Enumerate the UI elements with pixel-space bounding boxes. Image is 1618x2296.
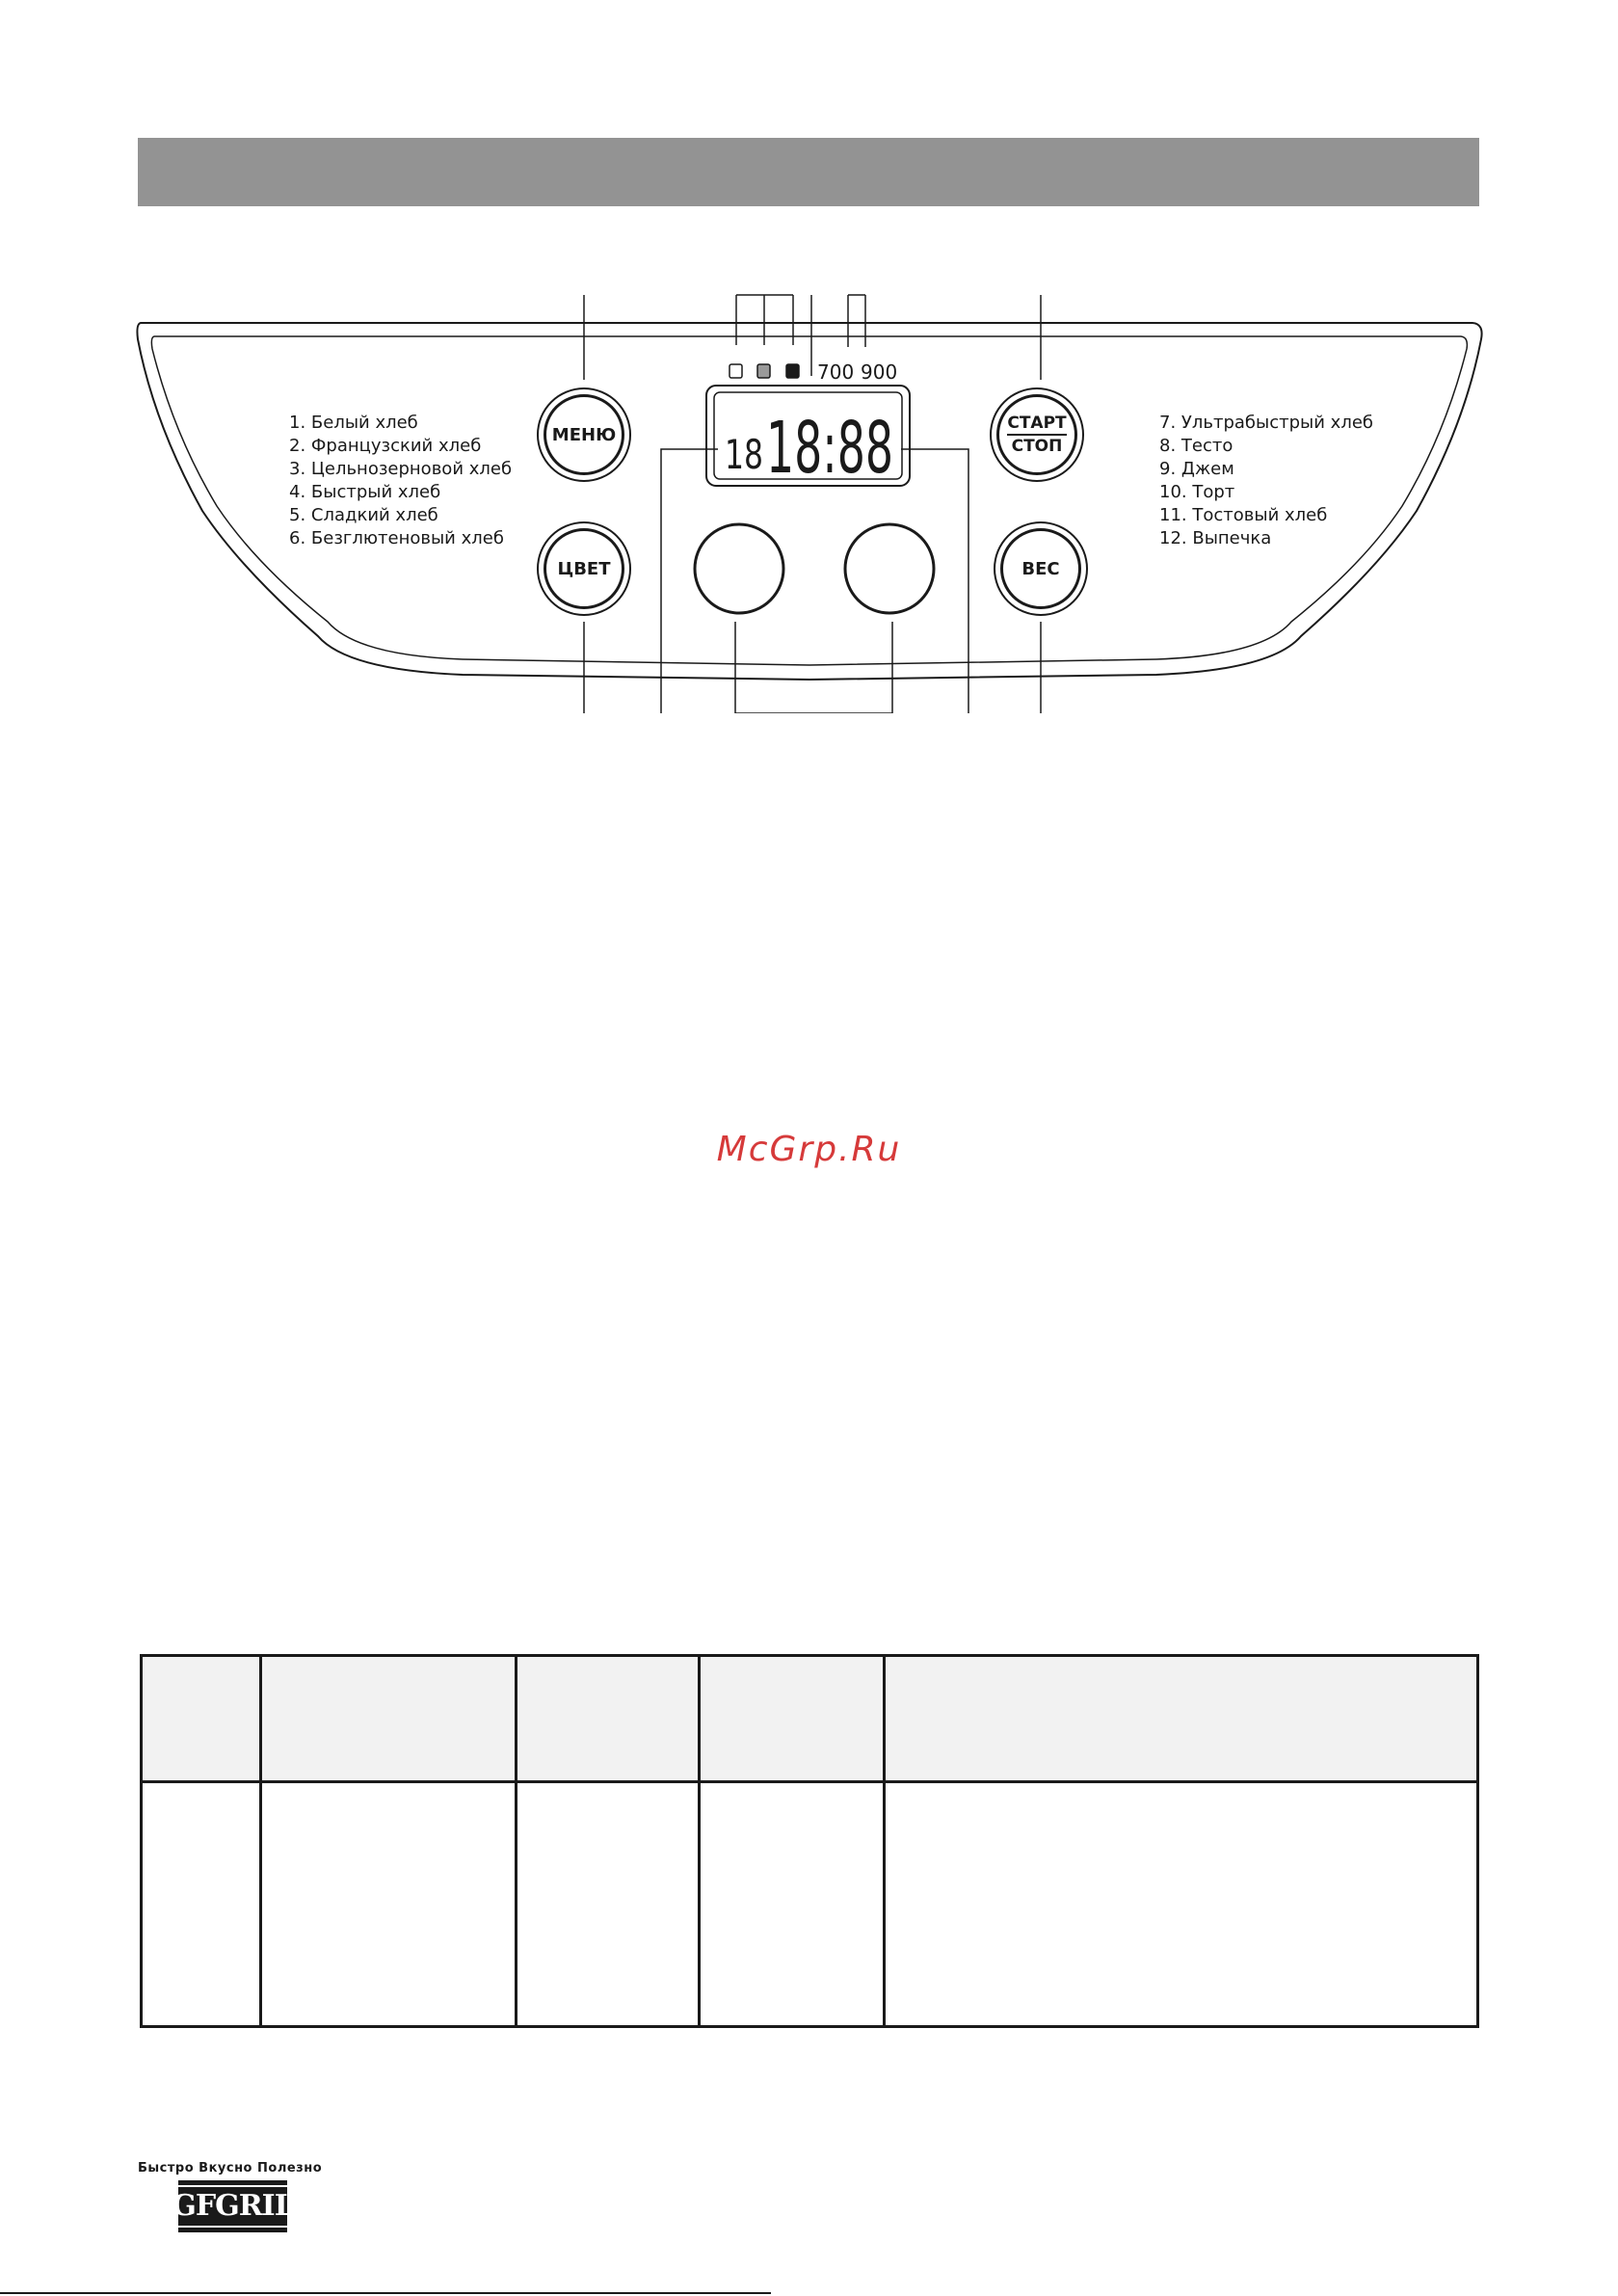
table-header-cell xyxy=(517,1656,700,1782)
program-item: 1. Белый хлеб xyxy=(289,413,418,433)
spec-table-wrapper xyxy=(140,1654,1479,2028)
brand-logo-text: GFGRIL xyxy=(166,2185,300,2228)
table-header-cell xyxy=(142,1656,261,1782)
program-item: 10. Торт xyxy=(1159,482,1235,502)
size-label-700: 700 xyxy=(817,360,855,384)
color-button-label: ЦВЕТ xyxy=(557,558,611,579)
lcd-time-digits: 18:88 xyxy=(766,407,893,490)
start-label: СТАРТ xyxy=(1007,414,1066,436)
program-list-left xyxy=(289,412,512,550)
program-item: 7. Ультрабыстрый хлеб xyxy=(1159,413,1374,433)
crust-light-icon xyxy=(729,364,742,378)
weight-button-label: ВЕС xyxy=(1021,558,1060,579)
menu-button[interactable] xyxy=(544,394,624,475)
leader-lines-top xyxy=(584,295,1041,380)
spec-table xyxy=(140,1654,1479,2028)
arrow-button-right[interactable] xyxy=(845,524,934,613)
color-button[interactable] xyxy=(544,528,624,609)
table-cell xyxy=(885,1782,1478,2027)
menu-button-label: МЕНЮ xyxy=(551,424,617,445)
program-item: 4. Быстрый хлеб xyxy=(289,482,441,502)
program-item: 6. Безглютеновый хлеб xyxy=(289,528,504,548)
section-header-bar xyxy=(138,138,1479,206)
table-row xyxy=(142,1782,1478,2027)
bottom-rule xyxy=(0,2292,771,2294)
table-cell xyxy=(261,1782,517,2027)
program-item: 5. Сладкий хлеб xyxy=(289,505,438,525)
program-item: 11. Тостовый хлеб xyxy=(1159,505,1328,525)
program-item: 9. Джем xyxy=(1159,459,1234,479)
brand-logo xyxy=(172,2180,294,2232)
table-cell xyxy=(700,1782,885,2027)
crust-dark-icon xyxy=(786,364,799,378)
program-item: 12. Выпечка xyxy=(1159,528,1272,548)
arrow-button-left[interactable] xyxy=(695,524,783,613)
table-header-cell xyxy=(700,1656,885,1782)
table-header-cell xyxy=(885,1656,1478,1782)
lcd-program-digits: 18 xyxy=(725,431,763,478)
footer-slogan: Быстро Вкусно Полезно xyxy=(138,2161,323,2176)
table-cell xyxy=(142,1782,261,2027)
start-stop-button[interactable] xyxy=(996,394,1077,475)
weight-button[interactable] xyxy=(1000,528,1081,609)
stop-label: СТОП xyxy=(1011,436,1063,456)
size-label-900: 900 xyxy=(861,360,898,384)
table-header-row xyxy=(142,1656,1478,1782)
program-item: 3. Цельнозерновой хлеб xyxy=(289,459,513,479)
crust-medium-icon xyxy=(757,364,770,378)
program-item: 2. Французский хлеб xyxy=(289,436,482,456)
table-header-cell xyxy=(261,1656,517,1782)
leader-lines-bottom xyxy=(584,622,1041,713)
program-item: 8. Тесто xyxy=(1159,436,1233,456)
program-list-right xyxy=(1159,412,1373,550)
table-cell xyxy=(517,1782,700,2027)
control-panel-diagram xyxy=(0,280,1618,713)
watermark: McGrp.Ru xyxy=(716,1130,902,1169)
